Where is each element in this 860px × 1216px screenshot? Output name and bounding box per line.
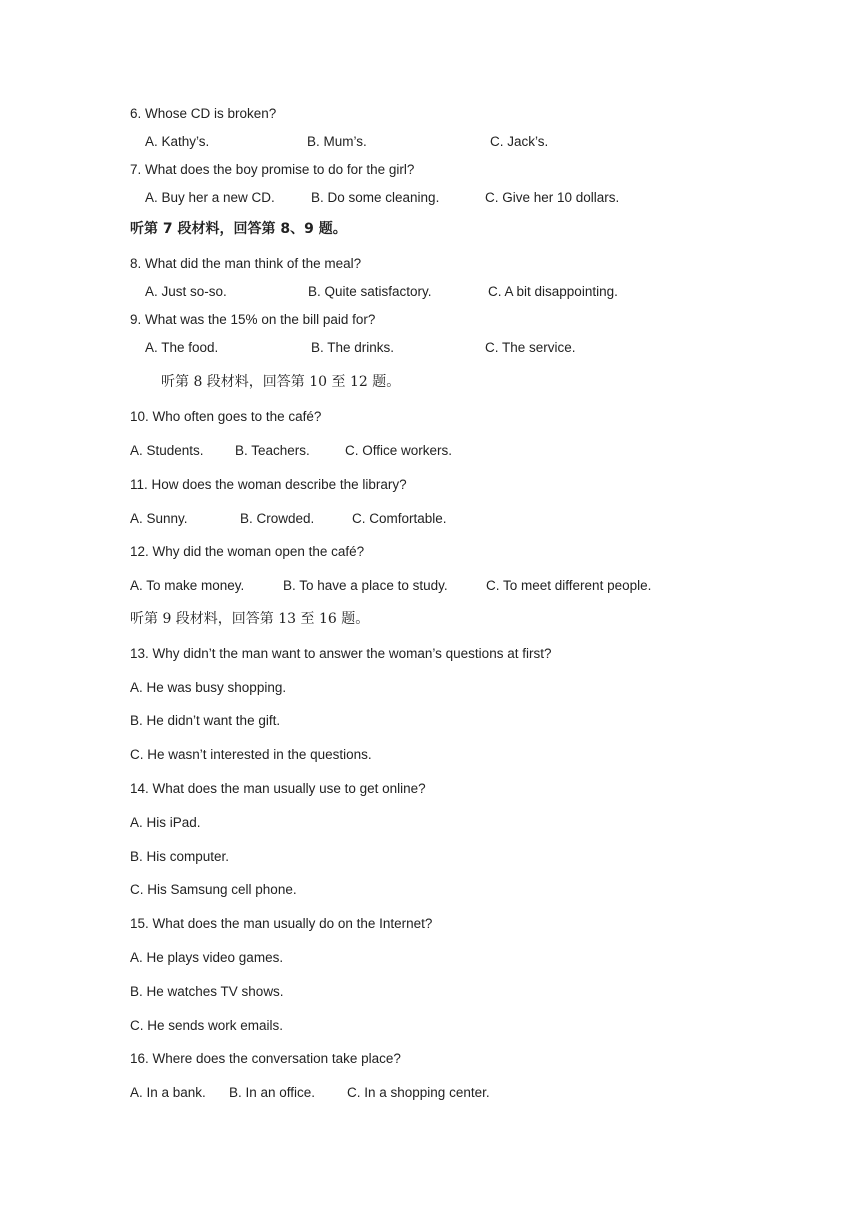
q6-option-b: B. Mum’s.	[307, 134, 367, 149]
q16-option-b: B. In an office.	[229, 1085, 316, 1100]
q15-option-b: B. He watches TV shows.	[130, 984, 284, 999]
q16-option-a: A. In a bank.	[130, 1085, 206, 1100]
q10-option-c: C. Office workers.	[345, 443, 453, 458]
question-12: 12. Why did the woman open the café?	[130, 544, 365, 559]
q13-option-c: C. He wasn’t interested in the questions.	[130, 747, 372, 762]
q6-option-c: C. Jack’s.	[490, 134, 549, 149]
q7-option-a: A. Buy her a new CD.	[145, 190, 275, 205]
section-9-heading: 听第 9 段材料，回答第 13 至 16 题。	[130, 611, 370, 627]
q13-option-a: A. He was busy shopping.	[130, 680, 287, 695]
question-16: 16. Where does the conversation take place?	[130, 1051, 401, 1066]
question-6: 6. Whose CD is broken?	[130, 106, 277, 121]
q11-option-c: C. Comfortable.	[352, 511, 447, 526]
q12-option-c: C. To meet different people.	[486, 578, 652, 593]
q9-option-c: C. The service.	[485, 340, 576, 355]
question-15: 15. What does the man usually do on the Internet?	[130, 916, 433, 931]
q14-option-b: B. His computer.	[130, 849, 230, 864]
q7-option-c: C. Give her 10 dollars.	[485, 190, 620, 205]
q8-option-c: C. A bit disappointing.	[488, 284, 618, 299]
q8-option-b: B. Quite satisfactory.	[308, 284, 432, 299]
q8-option-a: A. Just so-so.	[145, 284, 227, 299]
question-13: 13. Why didn’t the man want to answer the woman’s questions at first?	[130, 646, 552, 661]
q11-option-b: B. Crowded.	[240, 511, 315, 526]
q9-option-b: B. The drinks.	[311, 340, 395, 355]
q10-option-b: B. Teachers.	[235, 443, 310, 458]
q16-option-c: C. In a shopping center.	[347, 1085, 490, 1100]
q12-option-a: A. To make money.	[130, 578, 245, 593]
q9-option-a: A. The food.	[145, 340, 219, 355]
q15-option-a: A. He plays video games.	[130, 950, 284, 965]
q12-option-b: B. To have a place to study.	[283, 578, 448, 593]
question-10: 10. Who often goes to the café?	[130, 409, 322, 424]
question-11: 11. How does the woman describe the library?	[130, 477, 407, 492]
q11-option-a: A. Sunny.	[130, 511, 188, 526]
question-9: 9. What was the 15% on the bill paid for?	[130, 312, 376, 327]
q10-option-a: A. Students.	[130, 443, 204, 458]
question-14: 14. What does the man usually use to get online?	[130, 781, 426, 796]
question-8: 8. What did the man think of the meal?	[130, 256, 362, 271]
q13-option-b: B. He didn’t want the gift.	[130, 713, 281, 728]
section-8-heading: 听第 8 段材料，回答第 10 至 12 题。	[161, 374, 401, 390]
q15-option-c: C. He sends work emails.	[130, 1018, 284, 1033]
q6-option-a: A. Kathy’s.	[145, 134, 210, 149]
q14-option-a: A. His iPad.	[130, 815, 201, 830]
q14-option-c: C. His Samsung cell phone.	[130, 882, 297, 897]
q7-option-b: B. Do some cleaning.	[311, 190, 440, 205]
question-7: 7. What does the boy promise to do for the girl?	[130, 162, 415, 177]
section-7-heading: 听第 7 段材料，回答第 8、9 题。	[130, 221, 347, 237]
